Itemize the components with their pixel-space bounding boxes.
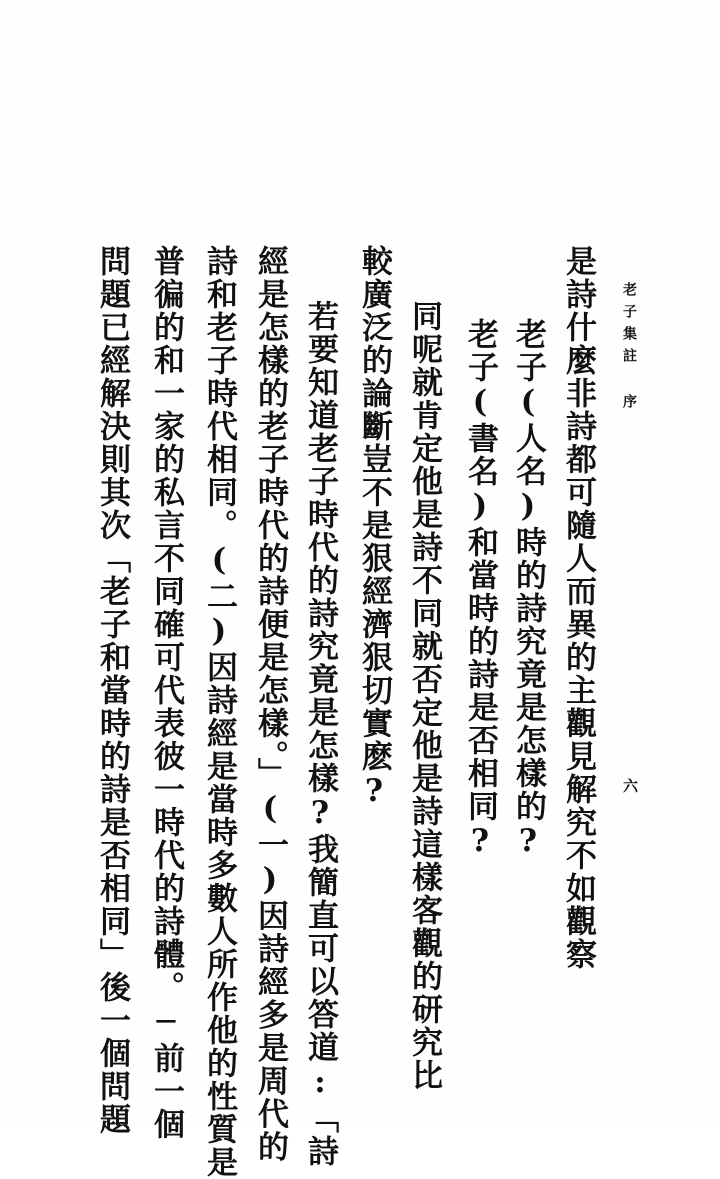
text-column-10: 問題已經解決則其次「老子和當時的詩是否相同」後一個問題 [94,245,130,1136]
text-column-5: 較廣泛的論斷豈不是狠經濟狠切實麽? [356,245,392,811]
text-column-4: 同呢就肯定他是詩不同就否定他是詩這樣客觀的研究比 [406,300,442,1092]
text-column-7: 經是怎樣的老子時代的詩便是怎樣。」(一)因詩經多是周代的 [252,245,288,1164]
text-column-3: 老子(書名)和當時的詩是否相同? [462,318,498,861]
text-column-1: 是詩什麼非詩都可隨人而異的主觀見解究不如觀察 [560,245,596,971]
text-column-8: 詩和老子時代相同。(二)因詩經是當時多數人所作他的性質是 [201,245,237,1179]
page-number: 六 [621,778,639,793]
running-title: 老子集註 序 [621,282,637,416]
text-column-9: 普徧的和一家的私言不同確可代表彼一時代的詩體。─前一個 [148,245,184,1141]
text-column-2: 老子(人名)時的詩究竟是怎樣的? [510,318,546,861]
text-column-6: 若要知道老子時代的詩究竟是怎樣?我簡直可以答道:「詩 [302,300,338,1168]
